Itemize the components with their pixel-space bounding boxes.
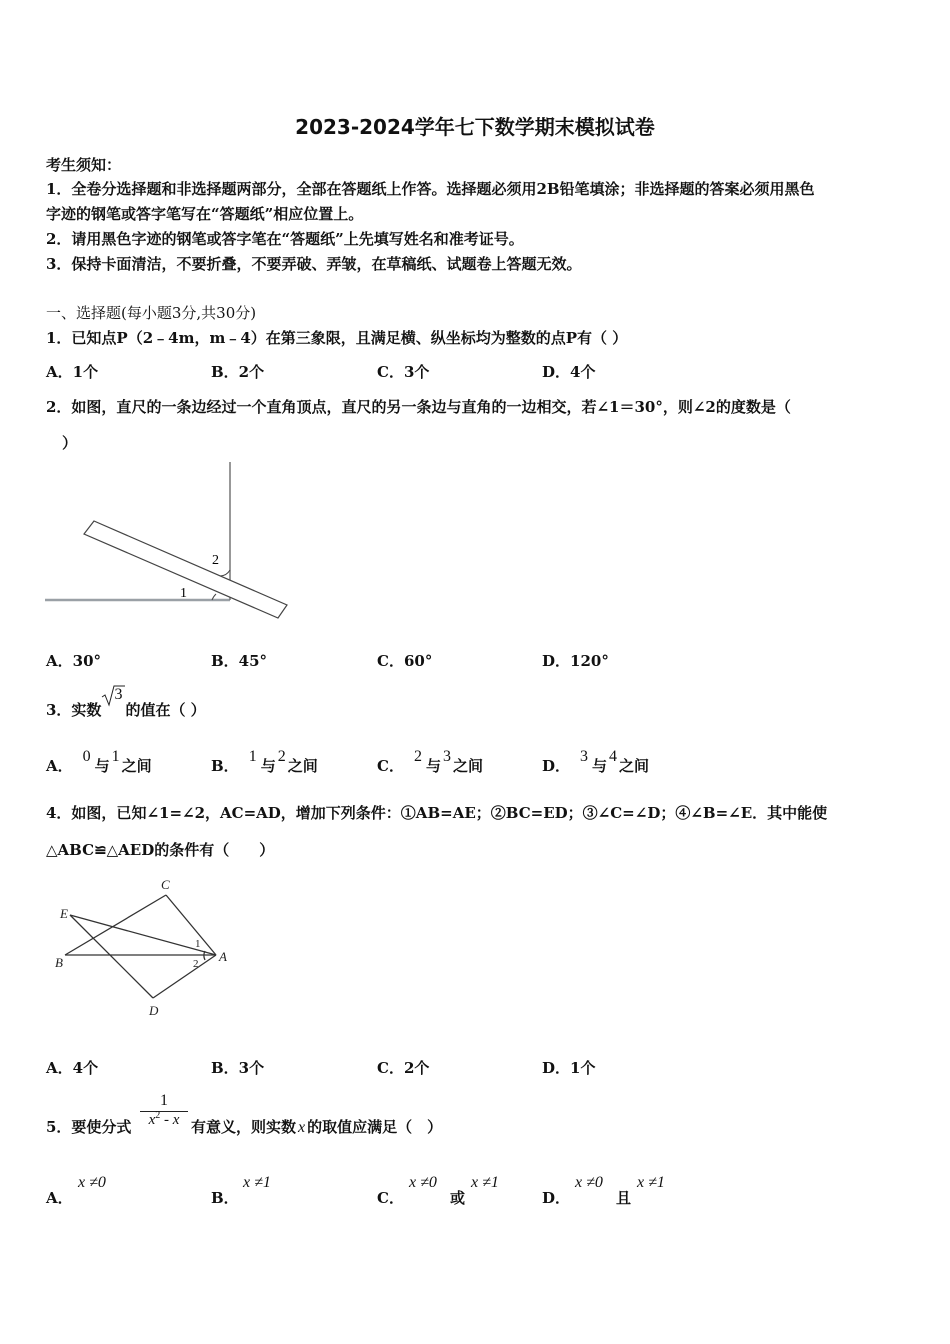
sqrt-3 [101, 686, 125, 715]
q5-prefix: 5．要使分式 [46, 1118, 132, 1136]
q4-option-b[interactable]: B．3个 [211, 1059, 265, 1077]
between-word: 之间 [619, 757, 650, 775]
q5-option-c-or: 或 [450, 1189, 466, 1207]
label-angle-1: 1 [195, 938, 201, 950]
label-e: E [60, 906, 68, 921]
lower-bound: 0 [82, 748, 91, 765]
q3-option-a[interactable] [46, 748, 152, 776]
q5-option-b[interactable]: B． [211, 1189, 239, 1207]
notice-line-2: 字迹的钢笔或答字笔写在“答题纸”相应位置上。 [46, 205, 364, 223]
q5-variable: x [298, 1119, 306, 1136]
q5-option-a[interactable]: A． [46, 1189, 73, 1207]
q2-stem: 2．如图，直尺的一条边经过一个直角顶点，直尺的另一条边与直角的一边相交，若∠1＝30°，则∠2的度数是（ [46, 398, 791, 416]
and-word: 与 [425, 757, 441, 775]
upper-bound: 1 [111, 748, 120, 765]
q1-option-a[interactable]: A．1个 [46, 363, 99, 381]
den-x2: x [172, 1112, 180, 1128]
label-c: C [161, 877, 170, 892]
q2-figure [40, 460, 300, 630]
q3-option-d[interactable] [542, 748, 650, 776]
label-a: A [219, 949, 227, 964]
option-letter: C． [377, 757, 404, 775]
label-d: D [149, 1003, 159, 1018]
label-angle-2: 2 [193, 958, 199, 970]
q5-option-b-expr: x ≠1 [243, 1174, 271, 1191]
fraction-numerator: 1 [160, 1092, 168, 1109]
q2-option-d[interactable]: D．120° [542, 652, 609, 670]
angle-2-arc [220, 570, 230, 576]
and-word: 与 [94, 757, 110, 775]
upper-bound: 4 [609, 748, 618, 765]
q5-option-a-expr: x ≠0 [78, 1174, 106, 1191]
q5-option-c-expr2: x ≠1 [471, 1174, 499, 1191]
angle-1-label: 1 [180, 586, 187, 601]
notice-heading: 考生须知： [46, 156, 122, 174]
q5-option-d[interactable]: D． [542, 1189, 571, 1207]
q4-option-a[interactable]: A．4个 [46, 1059, 99, 1077]
fraction [140, 1092, 188, 1129]
q3-prefix: 3．实数 [46, 701, 102, 719]
q4-option-c[interactable]: C．2个 [377, 1059, 430, 1077]
q4-figure [50, 875, 250, 1025]
angle-2-label: 2 [212, 553, 219, 568]
lower-bound: 1 [248, 748, 257, 765]
q5-suffix: 的取值应满足（ ） [307, 1118, 443, 1136]
q3-stem [46, 686, 206, 720]
q1-stem: 1．已知点P（2﹣4m，m﹣4）在第三象限，且满足横、纵坐标均为整数的点P有（ ） [46, 329, 628, 347]
segment-da [153, 955, 216, 998]
radicand: 3 [114, 686, 123, 703]
notice-line-1: 1．全卷分选择题和非选择题两部分，全部在答题纸上作答。选择题必须用2B铅笔填涂；非选择题的答案必须用黑色 [46, 180, 815, 198]
between-word: 之间 [121, 757, 152, 775]
q2-option-b[interactable]: B．45° [211, 652, 268, 670]
q4-stem-2: △ABC≌△AED的条件有（ ） [46, 841, 275, 859]
and-word: 与 [592, 757, 608, 775]
q2-option-a[interactable]: A．30° [46, 652, 102, 670]
lower-bound: 3 [580, 748, 589, 765]
q2-option-c[interactable]: C．60° [377, 652, 433, 670]
and-word: 与 [260, 757, 276, 775]
option-letter: D． [542, 757, 571, 775]
q5-middle: 有意义，则实数 [191, 1118, 297, 1136]
between-word: 之间 [287, 757, 318, 775]
q1-option-d[interactable]: D．4个 [542, 363, 596, 381]
upper-bound: 2 [277, 748, 286, 765]
q5-stem-rest [191, 1116, 442, 1137]
page-title: 2023-2024学年七下数学期末模拟试卷 [295, 115, 655, 139]
fraction-denominator [140, 1112, 188, 1129]
den-exponent: 2 [155, 1110, 161, 1121]
q3-option-b[interactable] [211, 748, 318, 776]
q5-option-c[interactable]: C． [377, 1189, 404, 1207]
den-x: x [148, 1112, 156, 1128]
q5-option-d-expr1: x ≠0 [575, 1174, 603, 1191]
q4-option-d[interactable]: D．1个 [542, 1059, 596, 1077]
notice-line-4: 3．保持卡面清洁，不要折叠，不要弄破、弄皱，在草稿纸、试题卷上答题无效。 [46, 255, 582, 273]
label-b: B [55, 955, 63, 970]
q1-option-c[interactable]: C．3个 [377, 363, 430, 381]
q2-stem-end: ） [62, 434, 78, 452]
q3-option-c[interactable] [377, 748, 483, 776]
q5-option-c-expr1: x ≠0 [409, 1174, 437, 1191]
q1-option-b[interactable]: B．2个 [211, 363, 265, 381]
lower-bound: 2 [413, 748, 422, 765]
q4-stem: 4．如图，已知∠1=∠2，AC=AD，增加下列条件：①AB=AE；②BC=ED；③∠C=∠D；④∠B=∠E．其中能使 [46, 804, 828, 822]
segment-ca [166, 895, 216, 955]
section-heading: 一、选择题(每小题3分,共30分) [46, 304, 257, 322]
den-minus: - [160, 1112, 173, 1128]
option-letter: A． [46, 757, 73, 775]
notice-line-3: 2．请用黑色字迹的钢笔或答字笔在“答题纸”上先填写姓名和准考证号。 [46, 230, 524, 248]
q5-option-d-and: 且 [616, 1189, 632, 1207]
ruler [84, 521, 287, 618]
option-letter: B． [211, 757, 239, 775]
upper-bound: 3 [442, 748, 451, 765]
q5-option-d-expr2: x ≠1 [637, 1174, 665, 1191]
between-word: 之间 [452, 757, 483, 775]
q3-suffix: 的值在（ ） [125, 701, 206, 719]
